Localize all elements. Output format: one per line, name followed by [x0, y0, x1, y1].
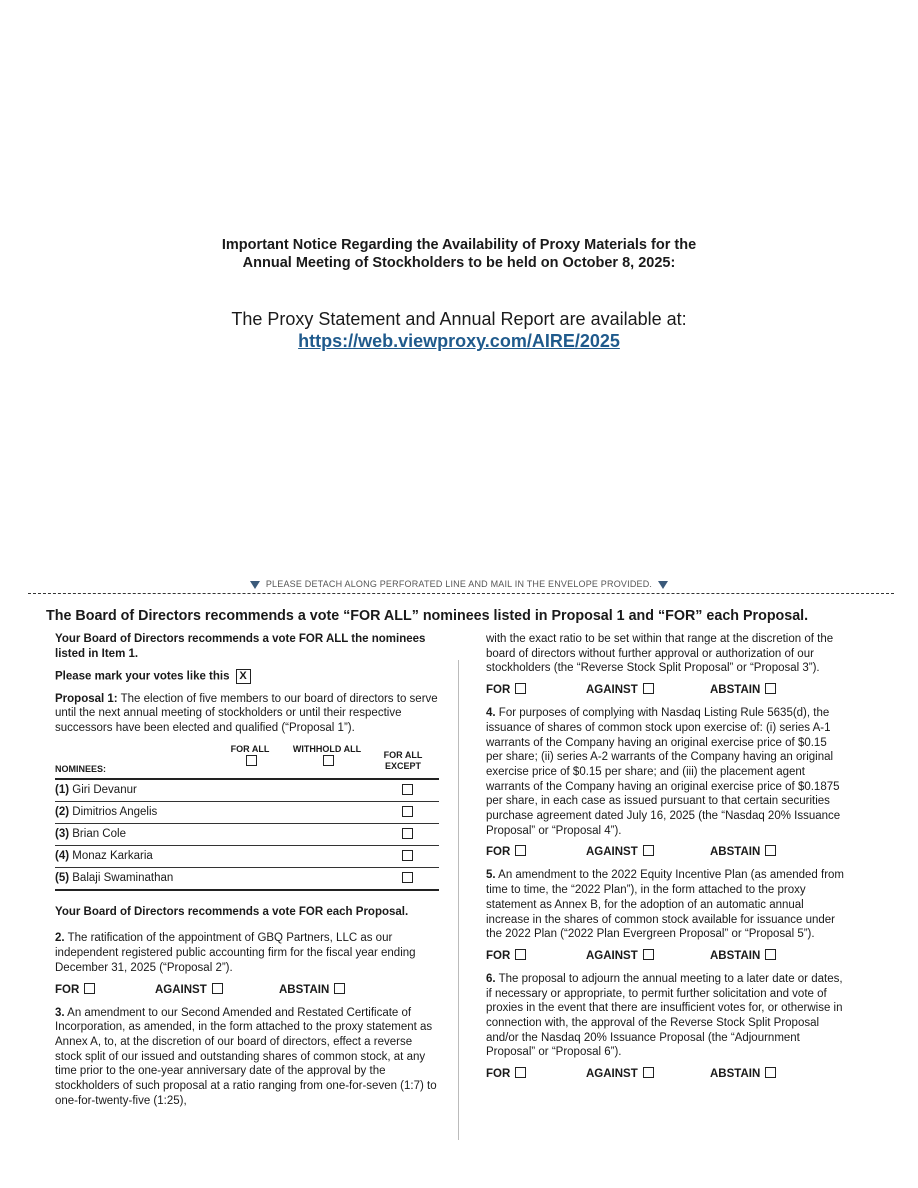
nominee-row — [55, 846, 439, 868]
proposal-3-continued: with the exact ratio to be set within that range at the discretion of the board of directors without further approval or authorization of our stockholders (the “Reverse Stock Split Proposal” or “Proposal 3”). — [486, 633, 834, 675]
proposal-5 — [486, 868, 846, 942]
nominee-name: Balaji Swaminathan — [72, 871, 174, 884]
withhold-all-checkbox[interactable] — [323, 755, 334, 766]
nominee-except-checkbox[interactable] — [402, 806, 413, 817]
proposal-4-abstain-checkbox[interactable] — [765, 845, 776, 856]
nominee-except-checkbox[interactable] — [402, 828, 413, 839]
proposal-4-vote-row — [486, 845, 846, 860]
detach-text: PLEASE DETACH ALONG PERFORATED LINE AND MAIL IN THE ENVELOPE PROVIDED. — [265, 579, 653, 589]
for-label: FOR — [486, 846, 511, 859]
board-recommendation-banner: The Board of Directors recommends a vote “FOR ALL” nominees listed in Proposal 1 and “FOR” each Proposal. — [46, 608, 809, 624]
against-label: AGAINST — [586, 846, 638, 859]
nominee-number: (2) — [55, 805, 70, 818]
nominee-except-checkbox[interactable] — [402, 784, 413, 795]
availability-text: The Proxy Statement and Annual Report are available at: — [231, 309, 687, 329]
nominee-number: (3) — [55, 827, 70, 840]
nominee-number: (5) — [55, 871, 70, 884]
abstain-label: ABSTAIN — [710, 846, 761, 859]
for-label: FOR — [486, 684, 511, 697]
intro-for-all: Your Board of Directors recommends a vote FOR ALL the nominees listed in Item 1. — [55, 633, 426, 660]
against-label: AGAINST — [586, 1068, 638, 1081]
nominees-header — [55, 744, 440, 778]
proposal-3-vote-row — [486, 683, 846, 698]
nominee-number: (4) — [55, 849, 70, 862]
nominee-row — [55, 780, 439, 802]
intro-for-each: Your Board of Directors recommends a vote FOR each Proposal. — [55, 905, 409, 918]
nominee-name: Monaz Karkaria — [72, 849, 153, 862]
proposal-5-text: An amendment to the 2022 Equity Incentive Plan (as amended from time to time, the “2022 Plan”), in the form attached to the proxy statement as Annex B, for the adoption of an automatic annual increase in the shares of common stock available for issuance under the 2022 Plan (“2022 Plan Evergreen Proposal” or “Proposal 5”). — [486, 869, 844, 941]
column-divider — [458, 660, 459, 1140]
nominees-table — [55, 778, 439, 891]
detach-instruction — [0, 579, 918, 589]
withhold-all-label: WITHHOLD ALL — [292, 743, 362, 754]
proposal-2 — [55, 931, 440, 975]
proposal-3-text: An amendment to our Second Amended and Restated Certificate of Incorporation, as amended, in the form attached to the proxy statement as Annex A, to, at the discretion of our board of directors, effect a reverse stock split of our issued and outstanding shares of common stock, at any time prior to the one-year anniversary date of the approval by the stockholders of such proposal at a ratio ranging from one-for-seven (1:7) to one-for-twenty-five (1:25), — [55, 1006, 437, 1107]
proposal-5-vote-row — [486, 949, 846, 964]
proposal-3-against-checkbox[interactable] — [643, 683, 654, 694]
left-column — [55, 632, 440, 1115]
nominee-row — [55, 802, 439, 824]
nominees-label: NOMINEES: — [55, 763, 107, 774]
proposal-4-number: 4. — [486, 707, 496, 720]
nominee-except-checkbox[interactable] — [402, 872, 413, 883]
nominee-number: (1) — [55, 783, 70, 796]
triangle-down-icon — [250, 581, 260, 589]
nominee-row — [55, 824, 439, 846]
nominee-name: Giri Devanur — [72, 783, 137, 796]
perforated-line — [28, 593, 894, 594]
proposal-4 — [486, 706, 846, 838]
availability-block — [0, 308, 918, 352]
abstain-label: ABSTAIN — [710, 1068, 761, 1081]
proposal-1 — [55, 692, 440, 736]
nominee-row — [55, 868, 439, 891]
proposal-1-label: Proposal 1: — [55, 692, 118, 705]
for-all-header — [229, 744, 271, 768]
proposal-5-number: 5. — [486, 869, 496, 882]
abstain-label: ABSTAIN — [279, 983, 330, 996]
nominee-name: Brian Cole — [72, 827, 126, 840]
mark-label: Please mark your votes like this — [55, 670, 230, 683]
example-mark-box: X — [236, 669, 251, 684]
proposal-4-for-checkbox[interactable] — [515, 845, 526, 856]
nominee-except-checkbox[interactable] — [402, 850, 413, 861]
proposal-4-against-checkbox[interactable] — [643, 845, 654, 856]
for-label: FOR — [55, 983, 80, 996]
proposal-2-for-checkbox[interactable] — [84, 983, 95, 994]
for-all-checkbox[interactable] — [246, 755, 257, 766]
for-all-except-label-1: FOR ALL — [383, 749, 423, 760]
withhold-all-header — [287, 744, 367, 768]
abstain-label: ABSTAIN — [710, 949, 761, 962]
for-all-label: FOR ALL — [230, 743, 270, 754]
proposal-3 — [55, 1006, 440, 1109]
abstain-label: ABSTAIN — [710, 684, 761, 697]
for-label: FOR — [486, 1068, 511, 1081]
proposal-2-vote-row — [55, 983, 440, 998]
against-label: AGAINST — [586, 949, 638, 962]
proposal-5-abstain-checkbox[interactable] — [765, 949, 776, 960]
proposal-3-number: 3. — [55, 1006, 65, 1019]
proposal-6-for-checkbox[interactable] — [515, 1067, 526, 1078]
proposal-5-against-checkbox[interactable] — [643, 949, 654, 960]
proposal-6-vote-row — [486, 1067, 846, 1082]
notice-line-2: Annual Meeting of Stockholders to be held on October 8, 2025: — [242, 255, 676, 271]
proposal-6-text: The proposal to adjourn the annual meeting to a later date or dates, if necessary or appropriate, to permit further solicitation and vote of proxies in the event that there are insufficient votes for, or otherwise in connection with, the approval of the Reverse Stock Split Proposal and/or the Nasdaq 20% Issuance Proposal (the “Adjournment Proposal” or “Proposal 6”). — [486, 972, 843, 1059]
against-label: AGAINST — [155, 983, 207, 996]
for-all-except-label-2: EXCEPT — [384, 760, 421, 771]
right-column — [486, 632, 846, 1090]
triangle-down-icon — [658, 581, 668, 589]
proposal-5-for-checkbox[interactable] — [515, 949, 526, 960]
proposal-6-number: 6. — [486, 972, 496, 985]
proposal-2-text: The ratification of the appointment of GBQ Partners, LLC as our independent registered public accounting firm for the fiscal year ending December 31, 2025 (“Proposal 2”). — [55, 932, 416, 974]
proposal-2-number: 2. — [55, 932, 65, 945]
notice-line-1: Important Notice Regarding the Availability of Proxy Materials for the — [221, 237, 697, 253]
proposal-3-for-checkbox[interactable] — [515, 683, 526, 694]
for-label: FOR — [486, 949, 511, 962]
proposal-2-against-checkbox[interactable] — [212, 983, 223, 994]
proposal-1-text: The election of five members to our board of directors to serve until the next annual meeting of stockholders or until their respective successors have been elected and qualified (“Proposal 1”). — [55, 692, 438, 735]
proposal-6-against-checkbox[interactable] — [643, 1067, 654, 1078]
proposal-6-abstain-checkbox[interactable] — [765, 1067, 776, 1078]
for-all-except-header — [381, 750, 425, 772]
nominee-name: Dimitrios Angelis — [72, 805, 158, 818]
proposal-3-abstain-checkbox[interactable] — [765, 683, 776, 694]
proxy-link[interactable]: https://web.viewproxy.com/AIRE/2025 — [298, 331, 620, 351]
proposal-2-abstain-checkbox[interactable] — [334, 983, 345, 994]
proposal-6 — [486, 972, 846, 1060]
proposal-4-text: For purposes of complying with Nasdaq Listing Rule 5635(d), the issuance of shares of common stock upon exercise of: (i) series A-1 warrants of the Company having an original exercise price of $0.15 per share; (ii) series A-2 warrants of the Company having an original exercise price of $0.15 per share; and (iii) the placement agent warrants of the Company having an original exercise price of $0.1875 per share, in each case as issued pursuant to that certain securities purchase agreement dated July 16, 2025 (the “Nasdaq 20% Issuance Proposal” or “Proposal 4”). — [486, 707, 841, 837]
proxy-notice — [0, 236, 918, 272]
mark-votes-example — [55, 669, 440, 684]
against-label: AGAINST — [586, 684, 638, 697]
